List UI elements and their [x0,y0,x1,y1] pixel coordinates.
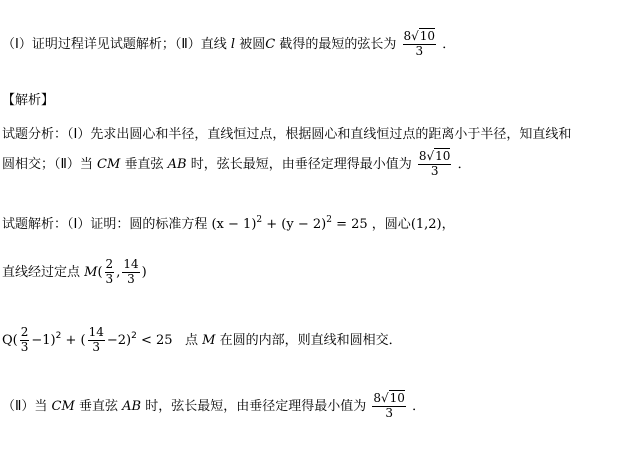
sqrt-symbol: √ [381,391,389,405]
part2-text-c: 截得的最短的弦长为 [279,36,397,52]
ineq-fraction-2: $\frac{14}{3}$ [88,325,104,354]
solution-fraction: $\frac{8√10}{3}$ [373,391,405,420]
var-C: C [265,36,276,52]
var-l: l [230,36,236,52]
part1-label: （Ⅰ） [2,36,32,52]
analysis-line-2: 圆相交；（Ⅱ）当 CM 垂直弦 AB 时，弦长最短，由垂径定理得最小值为 $\frac{8√10}{3}$ ． [2,149,471,178]
analysis-line-1: 试题分析：（Ⅰ）先求出圆心和半径，直线恒过点，根据圆心和直线恒过点的距离小于半径，知直线和 [2,127,572,142]
point-x-fraction: $\frac{2}{3}$ [105,257,114,286]
section-header: 【解析】 [2,93,55,108]
part2-label: （Ⅱ） [174,36,201,52]
part2-text-b: 被圆 [239,36,266,52]
var-M: M [84,264,98,280]
solution-line-2: 直线经过定点 M( $\frac{2}{3}$ , $\frac{14}{3}$ ) [2,257,147,286]
solution-line-4: （Ⅱ）当 CM 垂直弦 AB 时，弦长最短，由垂径定理得最小值为 $\frac{8√10}{3}$ ． [2,391,426,420]
sqrt-symbol: √ [426,149,435,163]
answer-line [2,30,455,59]
part1-text: 证明过程详见试题解析； [31,36,175,52]
ineq-fraction-1: $\frac{2}{3}$ [20,325,29,354]
point-y-fraction: $\frac{14}{3}$ [123,257,139,286]
var-AB: AB [167,156,187,172]
equation: $(x - 1)^2 + (y - 2)^2 = 25$ [211,215,368,232]
solution-line-3: Q( $\frac{2}{3}$ −1)$^2$ + ( $\frac{14}{3}$ −2)$^2$ < 25 点 M 在圆的内部，则直线和圆相交． [2,325,402,354]
end-punct: ． [442,36,456,52]
var-CM: CM [97,156,121,172]
answer-fraction: $\frac{8√10}{3}$ [403,29,436,58]
solution-line-1: 试题解析：（Ⅰ）证明：圆的标准方程 $(x - 1)^2 + (y - 2)^2 = 25$ ，圆心(1,2)， [2,215,455,232]
analysis-fraction: $\frac{8√10}{3}$ [418,149,451,178]
circle-center: (1,2) [410,217,442,232]
sqrt-symbol: √ [411,29,419,43]
part2-text-a: 直线 [200,36,227,52]
